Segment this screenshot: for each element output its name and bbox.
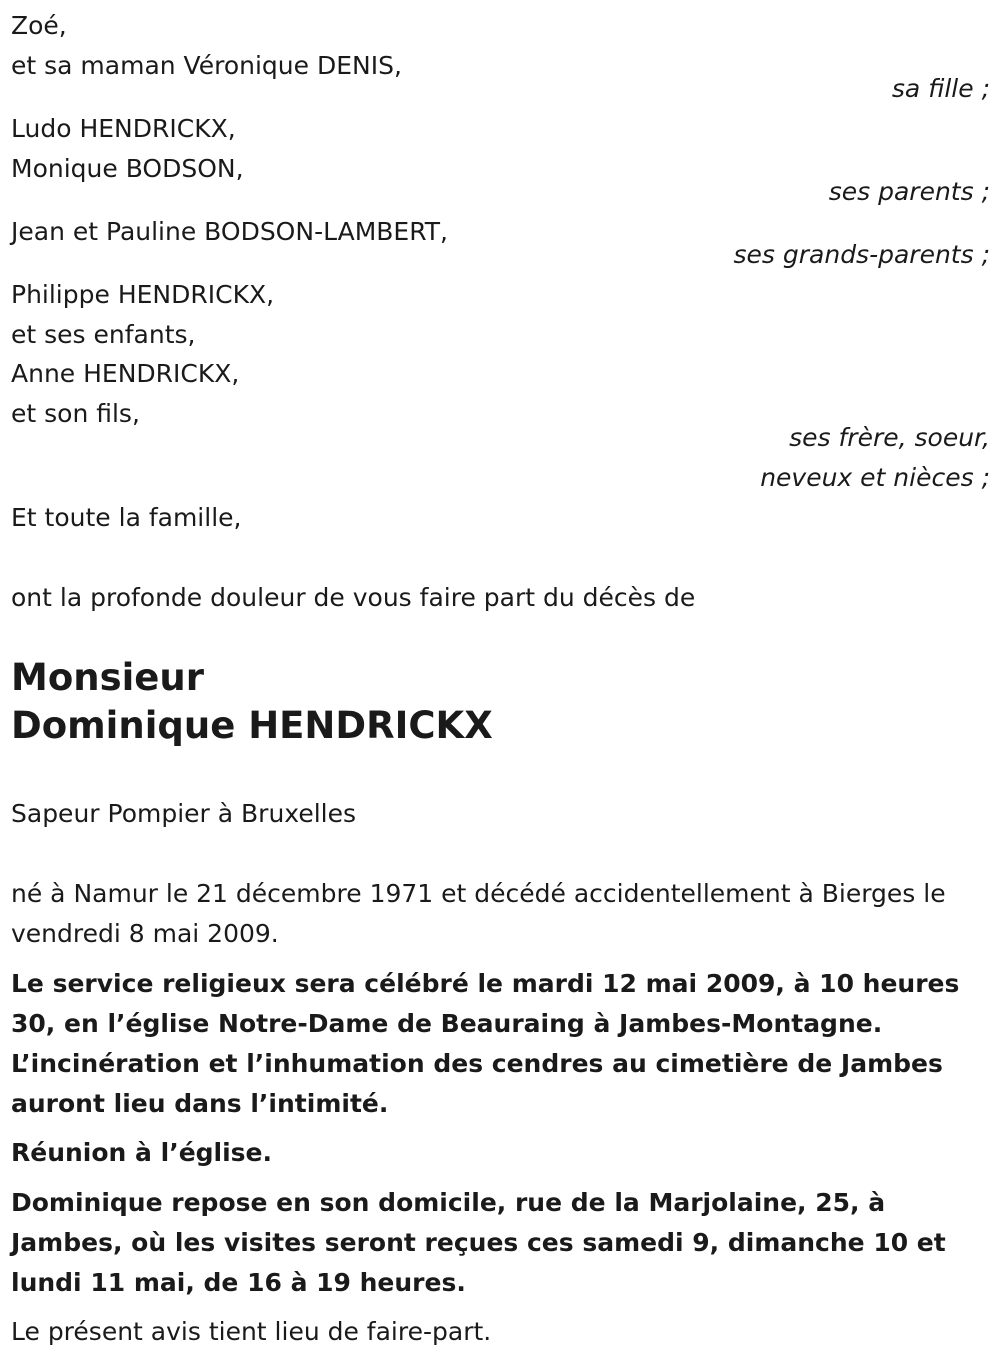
- line-mother2: Monique BODSON,: [11, 154, 244, 183]
- role-grandparents: ses grands-parents ;: [733, 240, 990, 269]
- deceased-title: Monsieur: [11, 656, 204, 699]
- closing-note: Le présent avis tient lieu de faire-part.: [11, 1317, 492, 1346]
- line-whole-family: Et toute la famille,: [11, 503, 242, 532]
- deceased-name: Dominique HENDRICKX: [11, 704, 493, 747]
- announcement: ont la profonde douleur de vous faire part du décès de: [11, 583, 696, 612]
- service-info: Le service religieux sera célébré le mardi 12 mai 2009, à 10 heures 30, en l’église Notre-Dame de Beauraing à Jambes-Montagne. L’incinération et l’inhumation des cendres au cimetière de Jambes auront lieu dans l’intimité.: [11, 969, 960, 1118]
- meeting-info: Réunion à l’église.: [11, 1138, 273, 1167]
- birth-death: né à Namur le 21 décembre 1971 et décédé accidentellement à Bierges le vendredi 8 mai 2009.: [11, 879, 946, 948]
- role-daughter: sa fille ;: [891, 74, 990, 103]
- role-parents: ses parents ;: [828, 177, 990, 206]
- line-zoe: Zoé,: [11, 11, 67, 40]
- line-mother: et sa maman Véronique DENIS,: [11, 51, 402, 80]
- line-father: Ludo HENDRICKX,: [11, 114, 236, 143]
- occupation: Sapeur Pompier à Bruxelles: [11, 799, 357, 828]
- line-sister-son: et son fils,: [11, 399, 140, 428]
- line-sister: Anne HENDRICKX,: [11, 359, 240, 388]
- line-brother: Philippe HENDRICKX,: [11, 280, 275, 309]
- role-siblings-line2: neveux et nièces ;: [760, 463, 990, 492]
- line-brother-children: et ses enfants,: [11, 320, 196, 349]
- role-siblings-line1: ses frère, soeur,: [789, 423, 990, 452]
- visits-info: Dominique repose en son domicile, rue de la Marjolaine, 25, à Jambes, où les visites seront reçues ces samedi 9, dimanche 10 et lundi 11 mai, de 16 à 19 heures.: [11, 1188, 946, 1297]
- line-grandparents: Jean et Pauline BODSON-LAMBERT,: [11, 217, 448, 246]
